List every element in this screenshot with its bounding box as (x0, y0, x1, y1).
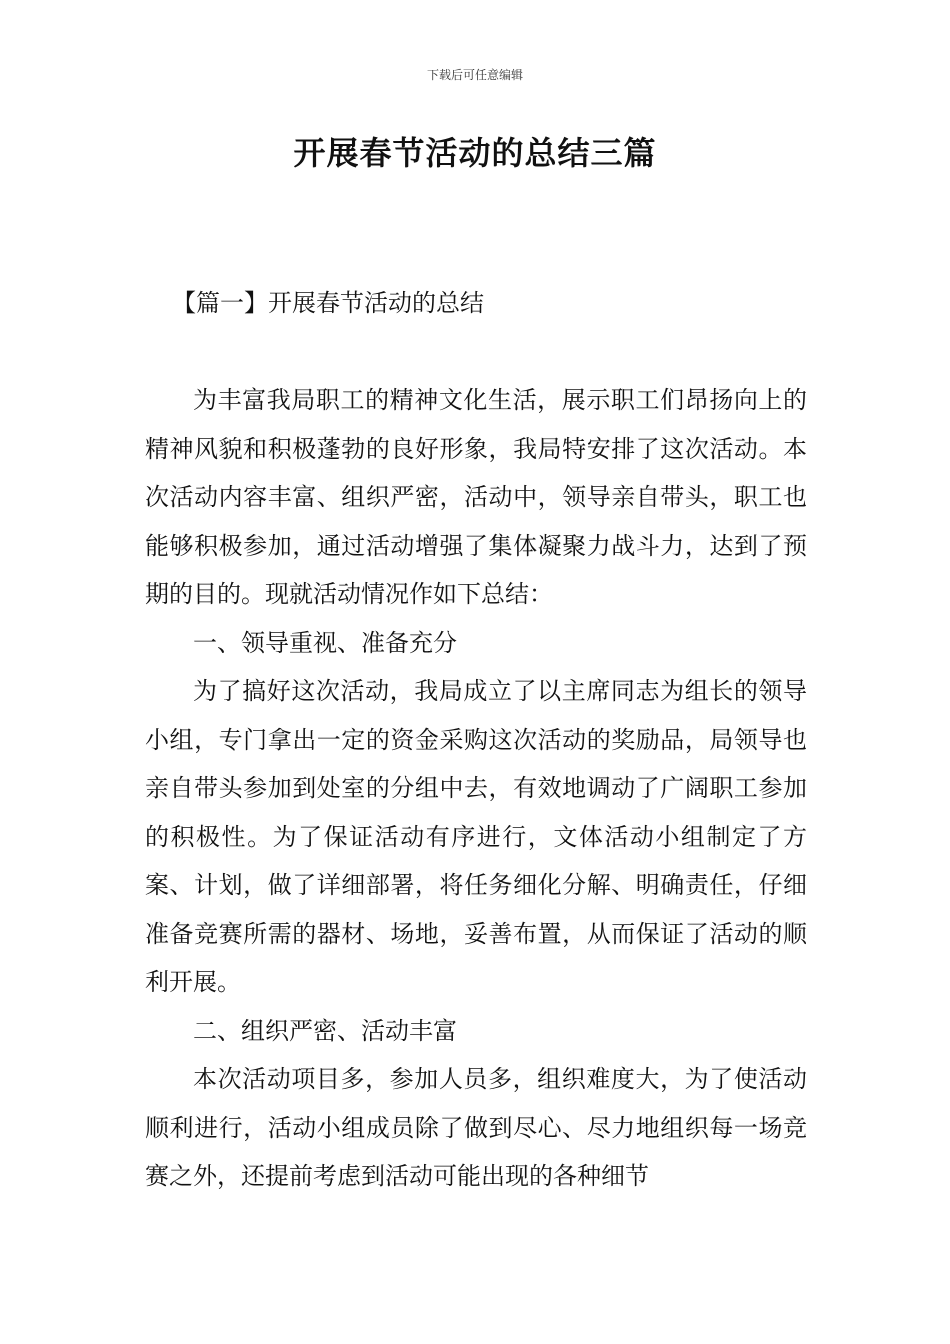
paragraph-intro: 为丰富我局职工的精神文化生活，展示职工们昂扬向上的精神风貌和积极蓬勃的良好形象，我局特安排了这次活动。本次活动内容丰富、组织严密，活动中，领导亲自带头，职工也能够积极参加，通过活动增强了集体凝聚力战斗力，达到了预期的目的。现就活动情况作如下总结： (145, 386, 807, 608)
section-heading: 【篇一】开展春节活动的总结 (172, 289, 484, 317)
paragraph-1: 为了搞好这次活动，我局成立了以主席同志为组长的领导小组，专门拿出一定的资金采购这次活动的奖励品，局领导也亲自带头参加到处室的分组中去，有效地调动了广阔职工参加的积极性。为了保证活动有序进行，文体活动小组制定了方案、计划，做了详细部署，将任务细化分解、明确责任，仔细准备竞赛所需的器材、场地，妥善布置，从而保证了活动的顺利开展。 (145, 677, 807, 996)
document-title: 开展春节活动的总结三篇 (293, 134, 657, 172)
subheading-1: 一、领导重视、准备充分 (193, 628, 457, 657)
paragraph-2: 本次活动项目多，参加人员多，组织难度大，为了使活动顺利进行，活动小组成员除了做到尽心、尽力地组织每一场竞赛之外，还提前考虑到活动可能出现的各种细节 (145, 1065, 807, 1190)
header-note: 下载后可任意编辑 (426, 68, 523, 82)
body-text (145, 376, 807, 1201)
subheading-2: 二、组织严密、活动丰富 (193, 1016, 457, 1045)
